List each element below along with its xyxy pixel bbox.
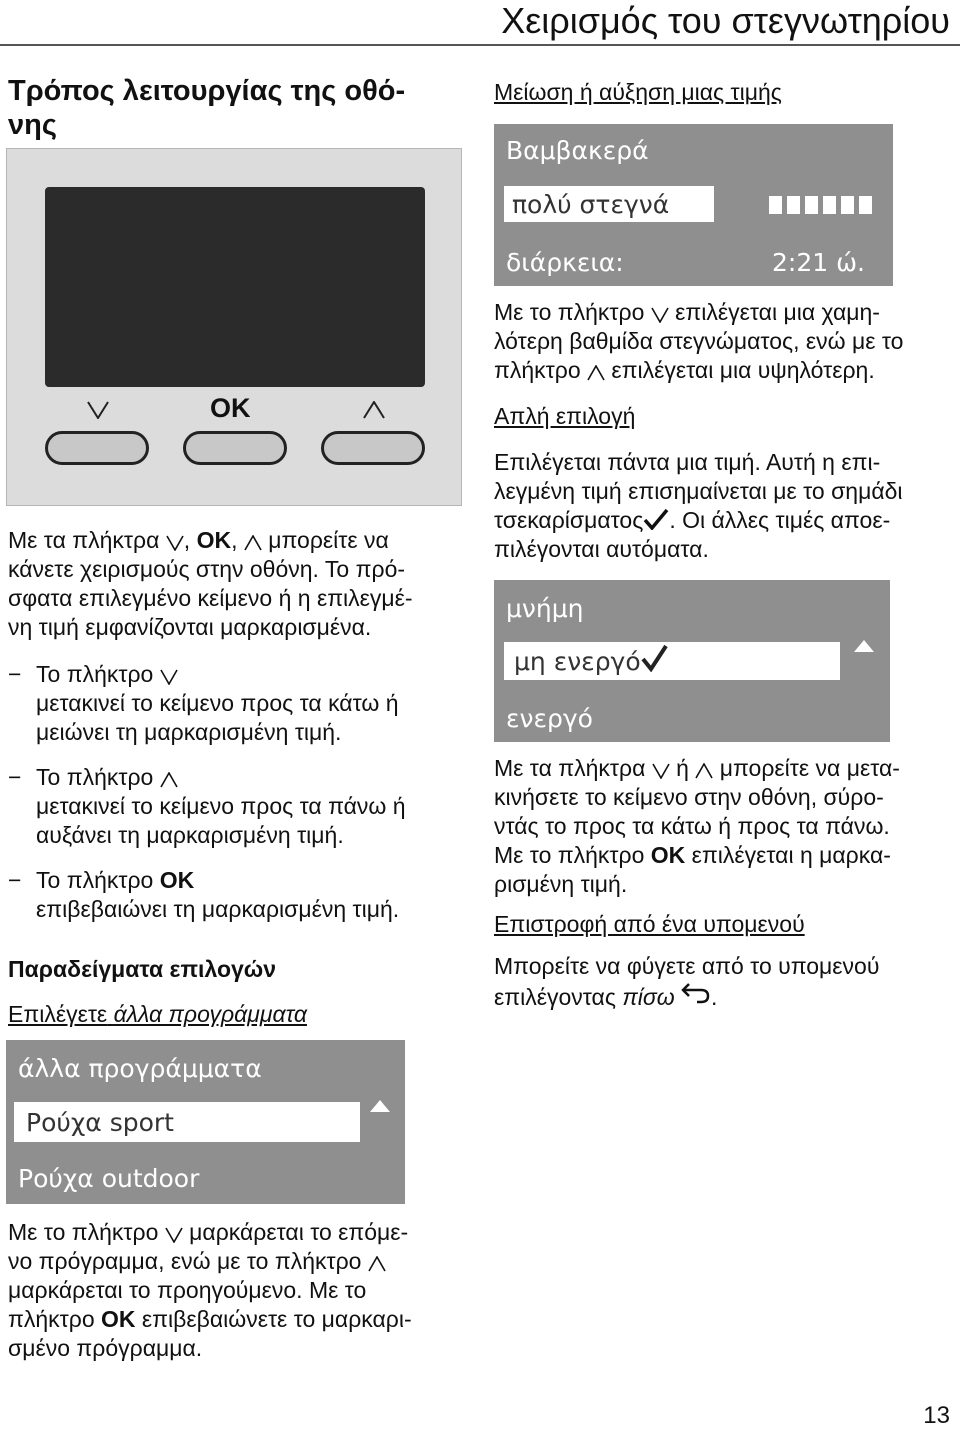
simple-selection-title: Απλή επιλογή bbox=[494, 403, 636, 429]
lcd-row[interactable]: ενεργό bbox=[506, 704, 593, 733]
lcd-selected-row[interactable]: Ρούχα sport bbox=[14, 1102, 360, 1142]
dryness-level-bars bbox=[769, 194, 875, 216]
down-key-icon bbox=[166, 535, 184, 551]
simple-selection-paragraph: Επιλέγεται πάντα μια τιμή. Αυτή η επι- λεγμένη τιμή επισημαίνεται με το σημάδι τσεκαρίσματος . Οι άλλες τιμές αποε- πιλέγονται αυτόματα. bbox=[494, 449, 903, 562]
intro-paragraph: Με τα πλήκτρα , OK, μπορείτε να κάνετε χειρισμούς στην οθόνη. Το πρό- σφατα επιλεγμένο κείμενο ή η επιλεγμέ- νη τιμή εμφανίζονται μαρκαρισμένα. bbox=[8, 527, 413, 640]
control-panel-illustration bbox=[6, 148, 462, 506]
duration-label: διάρκεια: bbox=[506, 248, 624, 277]
examples-title: Παραδείγματα επιλογών bbox=[8, 956, 277, 982]
down-key[interactable] bbox=[45, 431, 149, 465]
lcd-header: άλλα προγράμματα bbox=[18, 1054, 262, 1083]
down-key-icon bbox=[651, 307, 669, 323]
section-title: Τρόπος λειτουργίας της οθό- νης bbox=[8, 75, 406, 141]
key-bullets bbox=[8, 660, 463, 930]
back-arrow-icon bbox=[681, 981, 711, 1005]
bullet-ok: Το πλήκτρο OK επιβεβαιώνει τη μαρκαρισμένη τιμή. bbox=[36, 867, 400, 922]
lcd-cotton bbox=[494, 124, 893, 286]
scroll-paragraph: Με τα πλήκτρα ή μπορείτε να μετα- κινήσετε το κείμενο στην οθόνη, σύρο- ντάς το προς τα κάτω ή προς τα πάνω. Με το πλήκτρο OK επιλέγεται η μαρκα- ρισμένη τιμή. bbox=[494, 755, 900, 897]
page-number: 13 bbox=[923, 1402, 950, 1429]
after-programs-paragraph: Με το πλήκτρο μαρκάρεται το επόμε- νο πρόγραμμα, ενώ με το πλήκτρο μαρκάρεται το προηγούμενο. Με το πλήκτρο OK επιβεβαιώνετε το μαρκαρι- σμένο πρόγραμμα. bbox=[8, 1219, 412, 1361]
lcd-header: μνήμη bbox=[506, 594, 584, 623]
up-key-icon bbox=[368, 1256, 386, 1272]
other-programs-heading: Επιλέγετε άλλα προγράμματα bbox=[8, 1001, 307, 1027]
ok-key[interactable] bbox=[183, 431, 287, 465]
checkmark-icon bbox=[640, 644, 668, 672]
lcd-memory bbox=[494, 580, 890, 742]
lcd-header: Βαμβακερά bbox=[506, 136, 649, 165]
ok-key-label: OK bbox=[210, 393, 251, 423]
down-key-icon bbox=[652, 763, 670, 779]
lcd-selected-row[interactable]: πολύ στεγνά bbox=[504, 186, 714, 222]
value-paragraph: Με το πλήκτρο επιλέγεται μια χαμη- λότερη βαθμίδα στεγνώματος, ενώ με το πλήκτρο επιλέγεται μια υψηλότερη. bbox=[494, 299, 904, 383]
page-header-title: Χειρισμός του στεγνωτηρίου bbox=[501, 0, 950, 41]
lcd-selected-row[interactable]: μη ενεργό bbox=[504, 642, 840, 680]
up-key-icon bbox=[244, 535, 262, 551]
device-display bbox=[45, 187, 425, 387]
up-key-icon bbox=[587, 365, 605, 381]
down-arrow-icon bbox=[87, 401, 109, 419]
bullet-dash: − bbox=[8, 661, 22, 687]
up-arrow-icon bbox=[363, 401, 385, 419]
bullet-dash: − bbox=[8, 867, 22, 893]
lcd-other-programs bbox=[6, 1040, 405, 1204]
bullet-dash: − bbox=[8, 764, 22, 790]
scroll-up-icon bbox=[854, 640, 874, 652]
up-key-icon bbox=[695, 763, 713, 779]
up-key-icon bbox=[160, 772, 178, 788]
up-key[interactable] bbox=[321, 431, 425, 465]
checkmark-icon bbox=[643, 508, 669, 530]
bullet-down: Το πλήκτρο μετακινεί το κείμενο προς τα κάτω ή μειώνει τη μαρκαρισμένη τιμή. bbox=[36, 661, 399, 745]
header-rule bbox=[0, 44, 960, 46]
down-key-icon bbox=[160, 669, 178, 685]
lcd-row[interactable]: Ρούχα outdoor bbox=[18, 1164, 200, 1193]
duration-value: 2:21 ώ. bbox=[772, 248, 865, 277]
value-section-title: Μείωση ή αύξηση μιας τιμής bbox=[494, 79, 782, 105]
bullet-up: Το πλήκτρο μετακινεί το κείμενο προς τα πάνω ή αυξάνει τη μαρκαρισμένη τιμή. bbox=[36, 764, 406, 848]
down-key-icon bbox=[165, 1227, 183, 1243]
scroll-up-icon bbox=[370, 1100, 390, 1112]
back-paragraph: Μπορείτε να φύγετε από το υπομενού επιλέγοντας πίσω . bbox=[494, 953, 880, 1010]
back-section-title: Επιστροφή από ένα υπομενού bbox=[494, 911, 805, 937]
